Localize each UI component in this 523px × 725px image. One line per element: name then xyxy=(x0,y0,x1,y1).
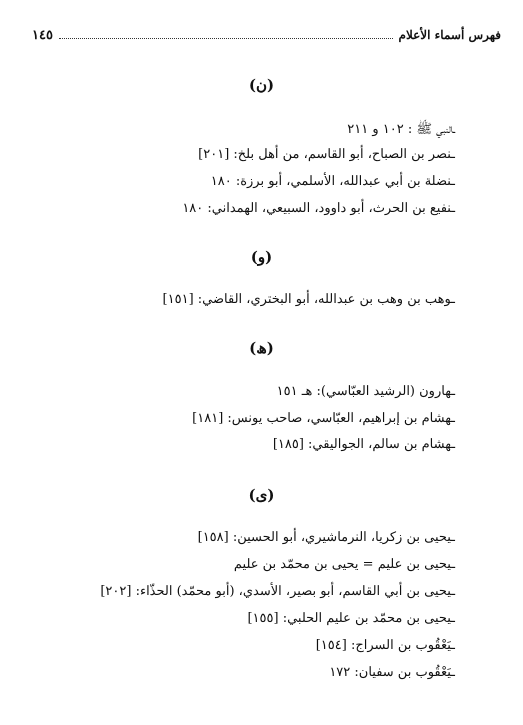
index-entry: ـيحيى بن أبي القاسم، أبو بصير، الأسدي، (أبو محمّد) الحذّاء: [٢٠٢] xyxy=(100,584,455,599)
index-entry: ـيحيى بن زكريا، النرماشيري، أبو الحسين: [١٥٨] xyxy=(197,530,455,545)
index-entry: ـيَعْقُوب بن السراج: [١٥٤] xyxy=(315,638,455,653)
section-heading-nun: (ن) xyxy=(248,76,275,94)
index-entry: ـنفيع بن الحرث، أبو داوود، السبيعي، الهمداني: ١٨٠ xyxy=(182,201,455,216)
index-entry: ـيحيى بن محمّد بن عليم الحلبي: [١٥٥] xyxy=(247,611,455,626)
index-entry: ـوهب بن وهب بن عبدالله، أبو البختري، القاضي: [١٥١] xyxy=(162,292,455,307)
index-entry: ـنصر بن الصباح، أبو القاسم، من أهل بلخ: [٢٠١] xyxy=(198,147,455,162)
index-entry: ـنضلة بن أبي عبدالله، الأسلمي، أبو برزة: ١٨٠ xyxy=(210,174,455,189)
section-heading-waw: (و) xyxy=(250,248,273,266)
running-header xyxy=(32,28,501,43)
section-heading-ya: (ى) xyxy=(248,486,275,504)
header-title: فهرس أسماء الأعلام xyxy=(398,28,501,42)
index-entry: ـالنبي ﷺ : ١٠٢ و ٢١١ xyxy=(347,122,455,137)
index-entry: ـهشام بن سالم، الجواليقي: [١٨٥] xyxy=(272,437,455,452)
page-number: ١٤٥ xyxy=(32,28,53,43)
header-dot-leader xyxy=(59,29,393,39)
index-entry: ـهارون (الرشيد العبّاسي): هـ ١٥١ xyxy=(276,384,455,399)
index-entry: ـهشام بن إبراهيم، العبّاسي، صاحب يونس: [١٨١] xyxy=(192,411,455,426)
index-entry: ـيَعْقُوب بن سفيان: ١٧٢ xyxy=(329,665,455,680)
section-heading-ha: (ھ) xyxy=(249,339,274,357)
index-entry: ـيحيى بن عليم = يحيى بن محمّد بن عليم xyxy=(233,557,455,572)
